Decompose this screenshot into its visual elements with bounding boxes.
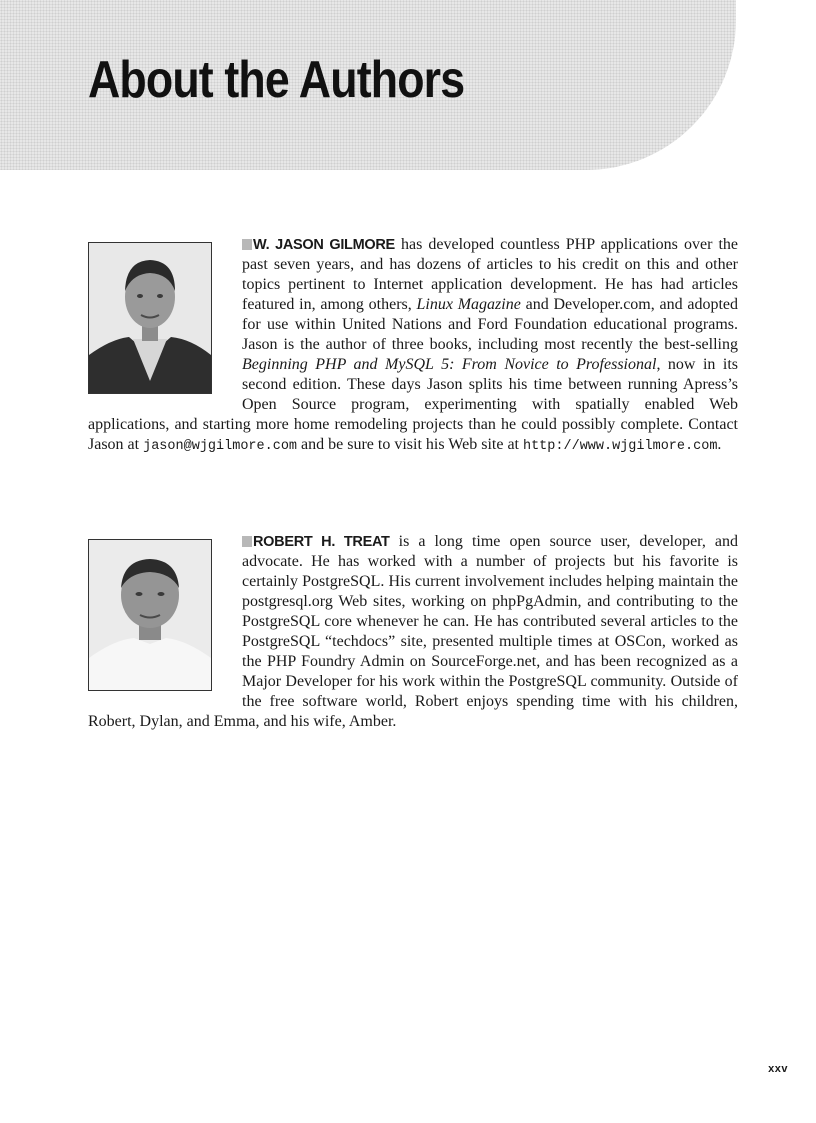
bio-text: has developed countless PHP applications over the past seven years, and has dozens of articles to his credit on this and other topics pertinent to Internet application development. He has had articles featured in, among others,: [242, 236, 739, 313]
page-title: About the Authors: [88, 51, 465, 109]
book-title: Beginning PHP and MySQL 5: From Novice to Professional: [242, 356, 657, 373]
magazine-title: Linux Magazine: [416, 296, 521, 313]
author-email: jason@wjgilmore.com: [143, 439, 298, 454]
bullet-marker: [242, 239, 252, 250]
bio-text: is a long time open source user, developer, and advocate. He has worked with a number of projects but his favorite is certainly PostgreSQL. His current involvement includes helping maintain the postgresql.org Web sites, working on phpPgAdmin, and contributing to the PostgreSQL core whenever he can. He has contributed several articles to the PostgreSQL “techdocs” site, presented multiple times at OSCon, worked as the PHP Foundry Admin on SourceForge.net, and has been recognized as a Major Developer for his work within the PostgreSQL community. Outside of the free software world, Robert enjoys spending time with his children, Robert, Dylan, and Emma, and his wife, Amber.: [88, 533, 738, 730]
author-bio-treat: [88, 532, 738, 732]
author-photo-treat: [88, 539, 212, 691]
author-name: ROBERT H. TREAT: [253, 534, 390, 550]
portrait-icon: [89, 540, 211, 690]
author-photo-gilmore: [88, 242, 212, 394]
portrait-icon: [89, 243, 211, 393]
author-website: http://www.wjgilmore.com: [522, 439, 718, 454]
bullet-marker: [242, 536, 252, 547]
bio-text: and be sure to visit his Web site at: [297, 436, 523, 453]
bio-text: and Developer.com, and adopted for use within United Nations and Ford Foundation educational programs. Jason is the author of three books, including most recently the best-selling: [242, 296, 739, 353]
bio-text: , now in its second edition. These days Jason splits his time between running Apress’s Open Source program, experimenting with spatially enabled Web applications, and starting more home remodeling projects than he could possibly complete. Contact Jason at: [88, 356, 739, 453]
author-name: W. JASON GILMORE: [253, 237, 395, 253]
author-bio-gilmore: [88, 235, 738, 457]
bio-text: .: [717, 436, 722, 453]
page-number: xxv: [768, 1063, 788, 1075]
